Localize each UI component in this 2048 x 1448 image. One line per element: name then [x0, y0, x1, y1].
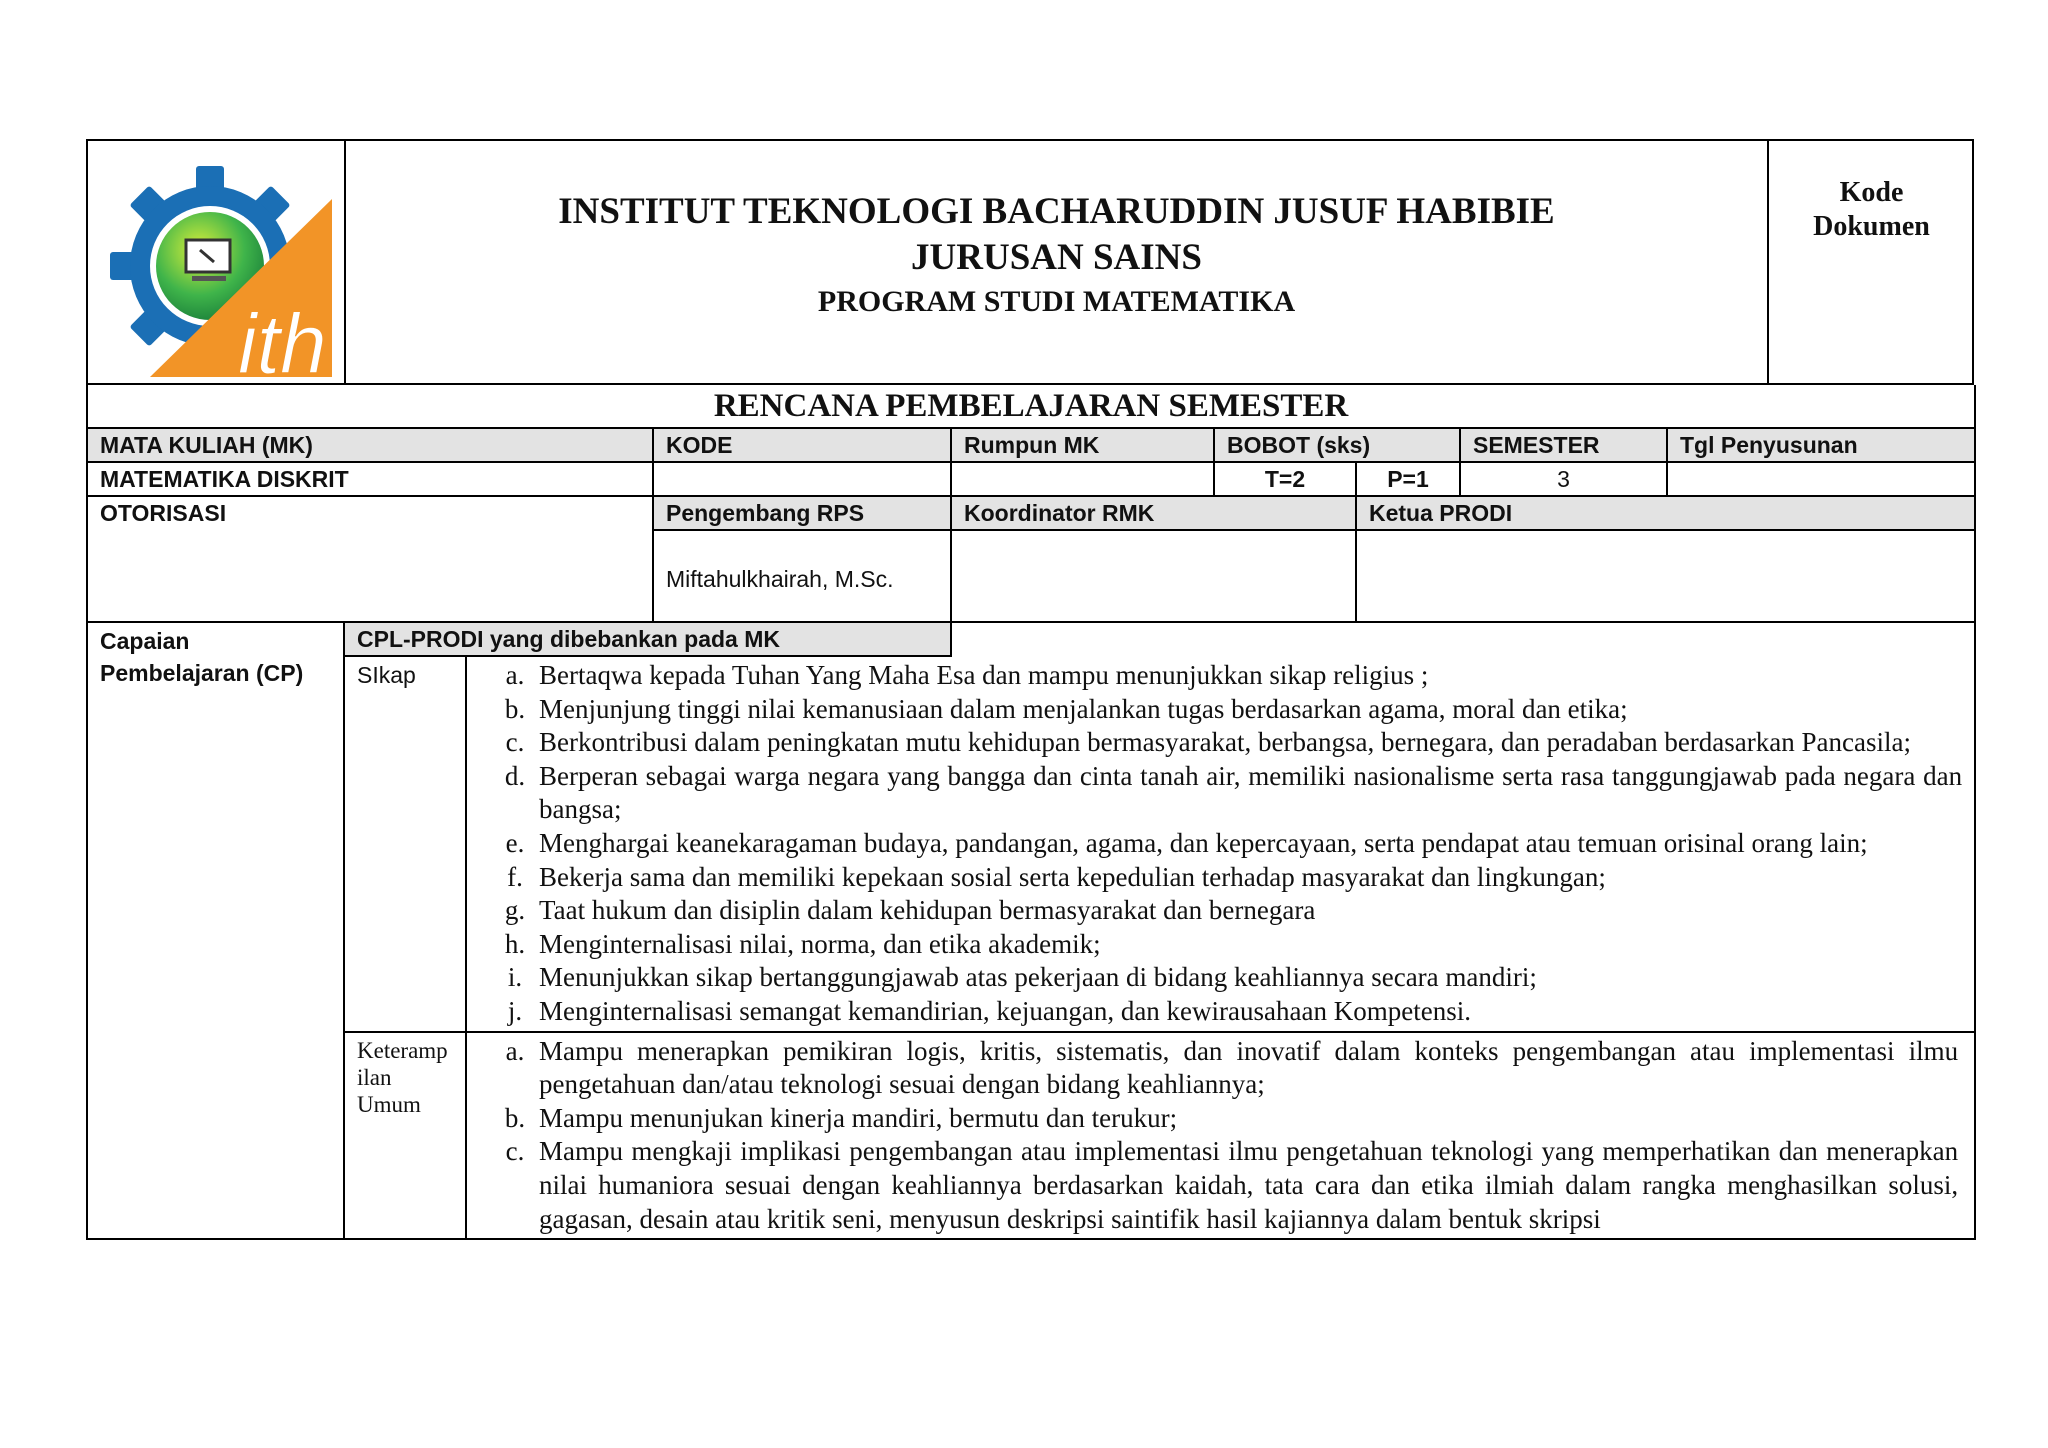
list-item: e. Menghargai keanekaragaman budaya, pandangan, agama, dan kepercayaan, serta pendapat atau temuan orisinal orang lain;	[505, 827, 1868, 858]
ketua-prodi-name	[1356, 530, 1975, 622]
sikap-list	[466, 656, 1975, 1032]
list-item: i. Menunjukkan sikap bertanggungjawab atas pekerjaan di bidang keahliannya secara mandiri;	[507, 962, 1537, 993]
rps-document	[86, 139, 1974, 1240]
list-item: j. Menginternalisasi semangat kemandirian, kejuangan, dan kewirausahaan Kompetensi.	[507, 995, 1471, 1026]
kode-value	[653, 462, 951, 496]
logo-lettering: ith	[238, 297, 327, 385]
bobot-header: BOBOT (sks)	[1214, 428, 1460, 462]
list-item: f. Bekerja sama dan memiliki kepekaan sosial serta kepedulian terhadap masyarakat dan lingkungan;	[507, 861, 1606, 892]
cpl-header-blank	[951, 622, 1975, 656]
capaian-pembelajaran-label	[87, 622, 344, 1239]
tgl-penyusunan-value	[1667, 462, 1975, 496]
keterampilan-umum-label	[344, 1032, 466, 1240]
mata-kuliah-value: MATEMATIKA DISKRIT	[87, 462, 653, 496]
keterampilan-label-line1: Keteramp	[357, 1037, 448, 1063]
pengembang-rps-header: Pengembang RPS	[653, 496, 951, 530]
list-item: c. Berkontribusi dalam peningkatan mutu kehidupan bermasyarakat, berbangsa, bernegara, dan peradaban berdasarkan Pancasila;	[505, 727, 1911, 758]
sikap-label: SIkap	[344, 656, 466, 1032]
keterampilan-umum-list	[466, 1032, 1975, 1240]
ketua-prodi-header: Ketua PRODI	[1356, 496, 1975, 530]
kode-header: KODE	[653, 428, 951, 462]
list-item: g. Taat hukum dan disiplin dalam kehidupan bermasyarakat dan bernegara	[504, 895, 1316, 926]
semester-value: 3	[1460, 462, 1667, 496]
capaian-label-line1: Capaian	[100, 628, 190, 654]
institution-name: INSTITUT TEKNOLOGI BACHARUDDIN JUSUF HABIBIE	[558, 191, 1555, 232]
rps-table	[86, 385, 1976, 1240]
keterampilan-label-line3: Umum	[357, 1091, 421, 1117]
keterampilan-label-line2: ilan	[357, 1064, 392, 1090]
capaian-label-line2: Pembelajaran (CP)	[100, 660, 304, 686]
list-item: a. Mampu menerapkan pemikiran logis, kritis, sistematis, dan inovatif dalam konteks pengembangan atau implementasi ilmu pengetahuan dan/atau teknologi sesuai dengan bidang keahliannya;	[505, 1035, 1959, 1100]
list-item: b. Mampu menunjukan kinerja mandiri, bermutu dan terukur;	[504, 1102, 1178, 1133]
koordinator-rmk-header: Koordinator RMK	[951, 496, 1356, 530]
kode-dokumen-line1: Kode	[1839, 177, 1904, 208]
rumpun-value	[951, 462, 1214, 496]
document-header	[86, 139, 1974, 385]
header-titles	[346, 141, 1767, 385]
list-item: h. Menginternalisasi nilai, norma, dan etika akademik;	[504, 928, 1101, 959]
program-name: PROGRAM STUDI MATEMATIKA	[817, 285, 1296, 318]
cpl-prodi-header: CPL-PRODI yang dibebankan pada MK	[344, 622, 951, 656]
document-title: RENCANA PEMBELAJARAN SEMESTER	[87, 385, 1975, 428]
bobot-teori: T=2	[1214, 462, 1356, 496]
bobot-praktik: P=1	[1356, 462, 1460, 496]
tgl-penyusunan-header: Tgl Penyusunan	[1667, 428, 1975, 462]
list-item: d. Berperan sebagai warga negara yang bangga dan cinta tanah air, memiliki nasionalisme serta rasa tanggungjawab pada negara dan bangsa;	[504, 760, 1963, 825]
list-item: c. Mampu mengkaji implikasi pengembangan atau implementasi ilmu pengetahuan teknologi yang memperhatikan dan menerapkan nilai humaniora sesuai dengan keahliannya berdasarkan kaidah, tata cara dan etika ilmiah dalam rangka menghasilkan solusi, gagasan, desain atau kritik seni, menyusun deskripsi saintifik hasil kajiannya dalam bentuk skripsi	[505, 1136, 1959, 1234]
pengembang-rps-name: Miftahulkhairah, M.Sc.	[653, 530, 951, 622]
koordinator-rmk-name	[951, 530, 1356, 622]
rumpun-header: Rumpun MK	[951, 428, 1214, 462]
institution-logo	[88, 141, 346, 385]
kode-dokumen-line2: Dokumen	[1813, 211, 1930, 242]
otorisasi-label: OTORISASI	[87, 496, 653, 622]
list-item: b. Menjunjung tinggi nilai kemanusiaan dalam menjalankan tugas berdasarkan agama, moral dan etika;	[504, 693, 1628, 724]
list-item: a. Bertaqwa kepada Tuhan Yang Maha Esa dan mampu menunjukkan sikap religius ;	[505, 660, 1429, 690]
kode-dokumen	[1767, 141, 1974, 385]
semester-header: SEMESTER	[1460, 428, 1667, 462]
mata-kuliah-header: MATA KULIAH (MK)	[87, 428, 653, 462]
department-name: JURUSAN SAINS	[911, 237, 1202, 278]
